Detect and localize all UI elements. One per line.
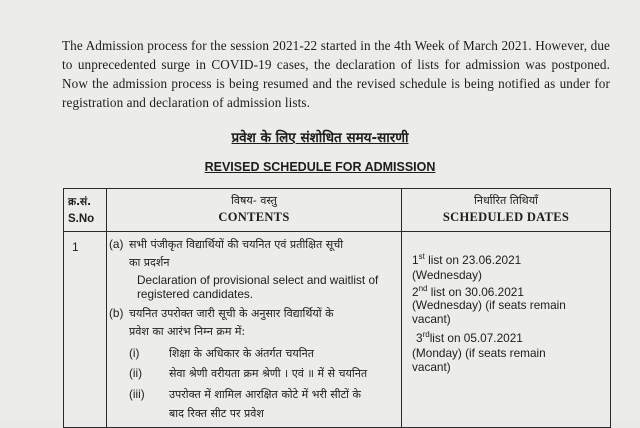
header-sno-english: S.No (68, 213, 95, 225)
subitem-ii-text: सेवा श्रेणी वरीयता क्रम श्रेणी । एवं ॥ में से चयनित (169, 367, 368, 380)
subitem-iii-text-line1: उपरोक्त में शामिल आरक्षित कोटे में भरी सीटों के (169, 388, 361, 401)
english-title: REVISED SCHEDULE FOR ADMISSION (204, 160, 436, 174)
second-list-date: 2nd list on 30.06.2021 (412, 284, 524, 299)
header-sno (64, 189, 107, 232)
schedule-table (63, 188, 611, 428)
third-list-day-cont: vacant) (412, 360, 451, 374)
subitem-iii-marker: (iii) (129, 387, 145, 401)
subitem-iii-text-line2: बाद रिक्त सीट पर प्रवेश (169, 407, 264, 420)
item-a-english-line2: registered candidates. (137, 287, 254, 301)
subitem-i-text: शिक्षा के अधिकार के अंतर्गत चयनित (169, 347, 314, 360)
third-list-day: (Monday) (if seats remain (412, 346, 546, 360)
header-dates (402, 189, 611, 232)
first-list-date: 1st list on 23.06.2021 (412, 252, 522, 267)
header-contents-english: CONTENTS (218, 210, 290, 224)
hindi-title: प्रवेश के लिए संशोधित समय-सारणी (231, 130, 409, 146)
header-contents (107, 189, 402, 232)
subitem-ii-marker: (ii) (129, 366, 143, 380)
item-b-marker: (b) (109, 306, 124, 320)
item-a-hindi-line1: सभी पंजीकृत विद्यार्थियों की चयनित एवं प्रतीक्षित सूची (129, 238, 344, 251)
item-a-hindi-line2: का प्रदर्शन (129, 256, 170, 269)
intro-paragraph: The Admission process for the session 2021-22 started in the 4th Week of March 2021. However, due to unprecedented surge in COVID-19 cases, the declaration of lists for admission was postponed. Now the admission process is being resumed and the revised schedule is being notified as under for registration and declaration of admission lists. (62, 38, 610, 110)
row1-dates-cell (402, 232, 611, 428)
header-contents-hindi: विषय- वस्तु (231, 194, 277, 207)
header-sno-hindi: क्र.सं. (68, 196, 92, 208)
second-list-day-cont: vacant) (412, 312, 451, 326)
item-a-marker: (a) (109, 237, 124, 251)
item-b-hindi-line1: चयनित उपरोक्त जारी सूची के अनुसार विद्यार्थियों के (129, 307, 334, 320)
row1-sno-cell (64, 232, 107, 428)
row1-contents-cell (107, 232, 402, 428)
row1-sno: 1 (72, 240, 79, 254)
item-a-english-line1: Declaration of provisional select and waitlist of (137, 273, 379, 287)
header-dates-english: SCHEDULED DATES (442, 210, 570, 224)
table-row (64, 232, 611, 428)
third-list-date: 3rdlist on 05.07.2021 (416, 330, 523, 345)
item-b-hindi-line2: प्रवेश का आरंभ निम्न क्रम में: (129, 325, 246, 338)
header-dates-hindi: निर्धारित तिथियाँ (474, 194, 538, 207)
first-list-day: (Wednesday) (412, 268, 482, 282)
subitem-i-marker: (i) (129, 346, 140, 360)
second-list-day: (Wednesday) (if seats remain (412, 298, 566, 312)
table-header-row (64, 189, 611, 232)
